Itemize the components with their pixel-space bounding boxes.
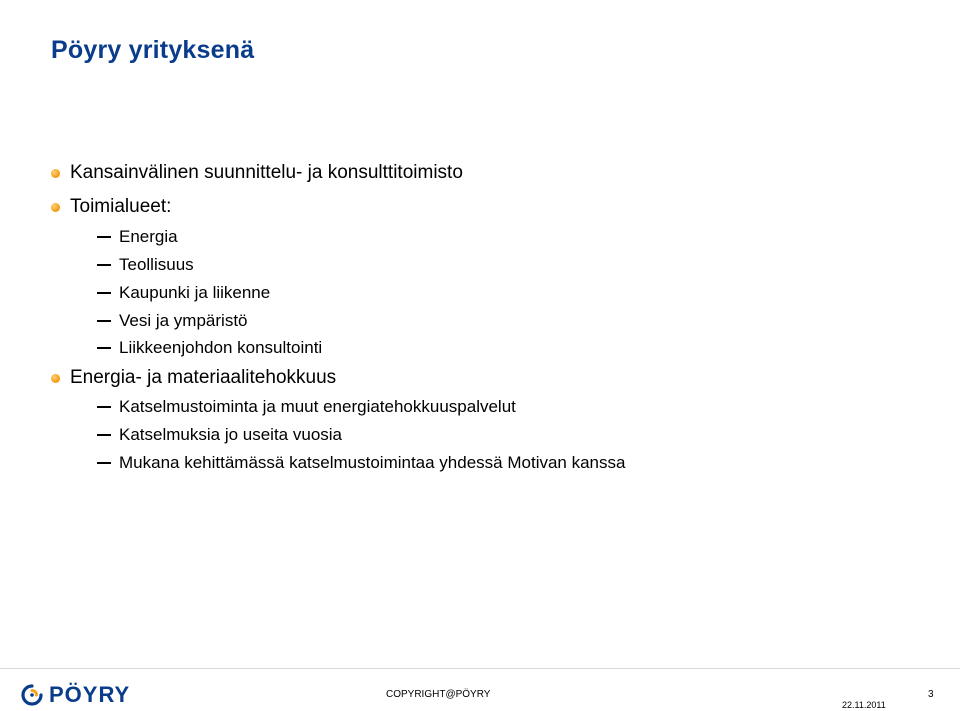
orange-dot-bullet-icon [51, 374, 60, 383]
list-item-text: Energia- ja materiaalitehokkuus [70, 367, 337, 388]
company-logo [20, 683, 130, 707]
list-item-level2 [119, 397, 516, 417]
copyright-text: COPYRIGHT@PÖYRY [386, 689, 491, 700]
list-item-level1 [70, 162, 463, 184]
list-item-level2 [119, 311, 248, 331]
orange-dot-bullet-icon [51, 203, 60, 212]
dash-bullet-icon [97, 462, 111, 464]
logo-wordmark: PÖYRY [49, 682, 131, 707]
list-item-text: Energia [119, 227, 178, 246]
list-item-level2 [119, 425, 342, 445]
list-item-text: Kaupunki ja liikenne [119, 283, 271, 302]
list-item-level2 [119, 227, 178, 247]
list-item-text: Vesi ja ympäristö [119, 311, 248, 330]
slide-date: 22.11.2011 [842, 700, 886, 710]
list-item-text: Katselmustoiminta ja muut energiatehokkuuspalvelut [119, 397, 516, 416]
list-item-text: Mukana kehittämässä katselmustoimintaa yhdessä Motivan kanssa [119, 453, 626, 472]
dash-bullet-icon [97, 434, 111, 436]
list-item-level2 [119, 453, 625, 473]
page-number: 3 [928, 689, 934, 700]
list-item-level2 [119, 283, 270, 303]
list-item-text: Katselmuksia jo useita vuosia [119, 425, 343, 444]
list-item-level2 [119, 338, 322, 358]
list-item-text: Liikkeenjohdon konsultointi [119, 338, 323, 357]
list-item-text: Toimialueet: [70, 196, 172, 217]
dash-bullet-icon [97, 292, 111, 294]
slide-title: Pöyry yrityksenä [51, 36, 255, 64]
dash-bullet-icon [97, 320, 111, 322]
dash-bullet-icon [97, 347, 111, 349]
list-item-level1 [70, 367, 336, 389]
poyry-logo-mark-icon [20, 683, 44, 707]
orange-dot-bullet-icon [51, 169, 60, 178]
list-item-level1 [70, 196, 171, 218]
list-item-level2 [119, 255, 194, 275]
dash-bullet-icon [97, 236, 111, 238]
list-item-text: Kansainvälinen suunnittelu- ja konsulttitoimisto [70, 162, 463, 183]
footer-divider [0, 668, 960, 669]
list-item-text: Teollisuus [119, 255, 194, 274]
dash-bullet-icon [97, 406, 111, 408]
dash-bullet-icon [97, 264, 111, 266]
